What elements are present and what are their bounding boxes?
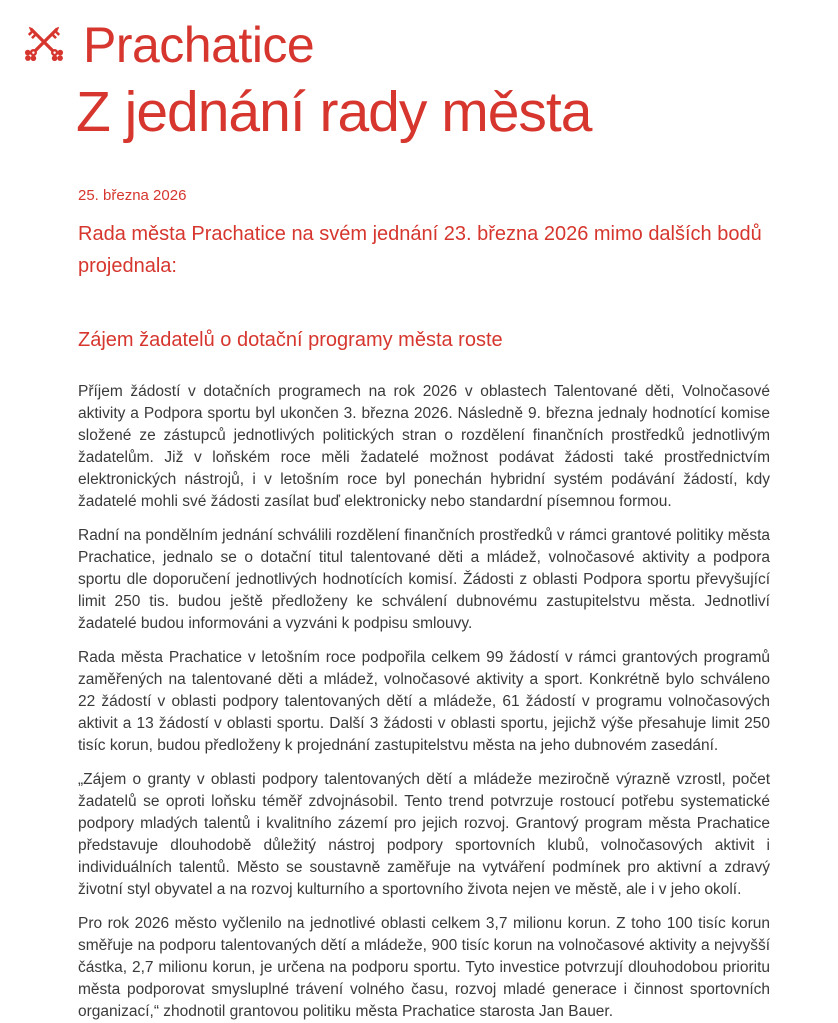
article-lead: Rada města Prachatice na svém jednání 23. března 2026 mimo dalších bodů projednala: — [78, 223, 762, 277]
brand-name: Prachatice — [83, 17, 315, 73]
article — [0, 187, 838, 1023]
article-heading: Zájem žadatelů o dotační programy města roste — [78, 329, 503, 351]
article-paragraph: Rada města Prachatice v letošním roce podpořila celkem 99 žádostí v rámci grantových programů zaměřených na talentované děti a mládež, volnočasové aktivity a sport. Konkrétně bylo schváleno 22 žádostí v oblasti podpory talentovaných dětí a mládeže, 61 žádostí v programu volnočasových aktivit a 13 žádostí v oblasti sportu. Další 3 žádosti v oblasti sportu, jejichž výše přesahuje limit 250 tisíc korun, budou předloženy k projednání zastupitelstvu města na jeho dubnovém zasedání. — [78, 649, 770, 754]
article-paragraph: Radní na pondělním jednání schválili rozdělení finančních prostředků v rámci grantové politiky města Prachatice, jednalo se o dotační titul talentované děti a mládež, volnočasové aktivity a podpora sportu dle doporučení jednotlivých hodnotících komisí. Žádosti z oblasti Podpora sportu převyšující limit 250 tis. budou ještě předloženy ke schválení dubnovému zastupitelstvu města. Jednotliví žadatelé budou informováni a vyzváni k podpisu smlouvy. — [78, 527, 770, 632]
masthead — [0, 0, 838, 144]
crossed-keys-icon — [18, 22, 70, 68]
article-paragraph: „Zájem o granty v oblasti podpory talentovaných dětí a mládeže meziročně výrazně vzrostl, počet žadatelů se oproti loňsku téměř zdvojnásobil. Tento trend potvrzuje rostoucí potřebu systematické podpory mladých talentů i kvalitního zázemí pro jejich rozvoj. Grantový program města Prachatice představuje dlouhodobě důležitý nástroj podpory sportovních klubů, volnočasových aktivit i individuálních talentů. Město se soustavně zaměřuje na vytváření podmínek pro aktivní a zdravý životní styl obyvatel a na rozvoj kulturního a sportovního života nejen ve městě, ale i v jeho okolí. — [78, 771, 770, 898]
page-title: Z jednání rady města — [76, 80, 592, 144]
article-paragraph: Pro rok 2026 město vyčlenilo na jednotlivé oblasti celkem 3,7 milionu korun. Z toho 100 tisíc korun směřuje na podporu talentovaných dětí a mládeže, 900 tisíc korun na volnočasové aktivity a nejvyšší částka, 2,7 milionu korun, je určena na podporu sportu. Tyto investice potvrzují dlouhodobou prioritu města podporovat smysluplné trávení volného času, rozvoj mladé generace i činnost sportovních organizací,“ zhodnotil grantovou politiku města Prachatice starosta Jan Bauer. — [78, 915, 770, 1020]
article-body — [78, 381, 770, 1023]
article-date: 25. března 2026 — [78, 187, 187, 204]
article-paragraph: Příjem žádostí v dotačních programech na rok 2026 v oblastech Talentované děti, Volnočasové aktivity a Podpora sportu byl ukončen 3. března 2026. Následně 9. března jednaly hodnotící komise složené ze zástupců jednotlivých politických stran o rozdělení finančních prostředků jednotlivým žadatelům. Již v loňském roce měli žadatelé možnost podávat žádosti také prostřednictvím elektronických nástrojů, i v letošním roce byl ponechán hybridní systém podávání žádostí, kdy žadatelé mohli své žádosti zasílat buď elektronicky nebo standardní písemnou formou. — [78, 383, 770, 510]
brand-row — [18, 17, 838, 73]
